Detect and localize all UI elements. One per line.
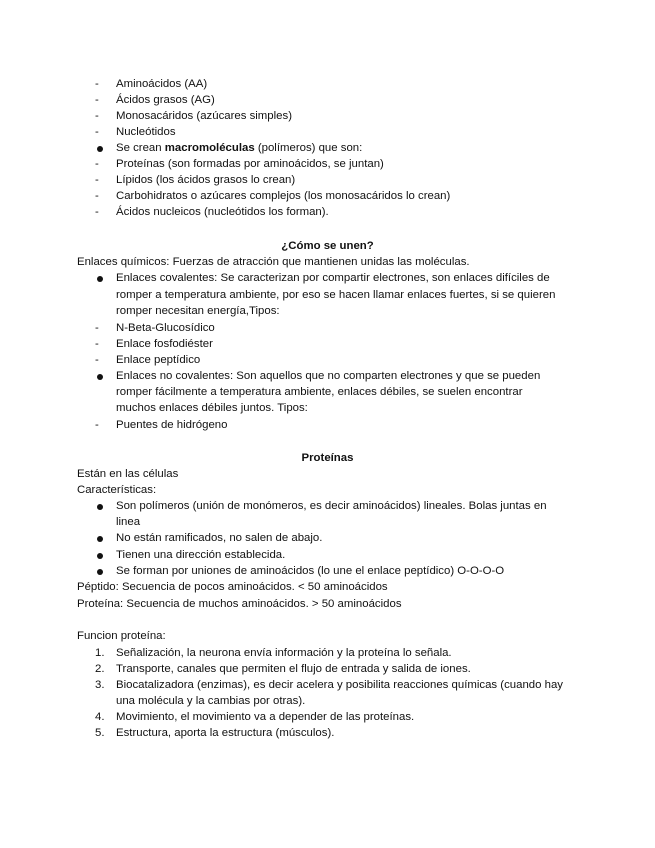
list-item: Puentes de hidrógeno	[116, 419, 228, 431]
list-number: 1.	[95, 647, 105, 659]
macro-suffix: (polímeros) que son:	[254, 142, 363, 154]
dash-marker: -	[95, 419, 99, 431]
dash-marker: -	[95, 174, 99, 186]
list-item: Lípidos (los ácidos grasos lo crean)	[116, 174, 296, 186]
list-number: 3.	[95, 679, 105, 691]
noncovalent-line: romper fácilmente a temperatura ambiente, enlaces débiles, se suelen encontrar	[116, 386, 523, 398]
function-item: Señalización, la neurona envía información y la proteína lo señala.	[116, 647, 452, 659]
function-title: Funcion proteína:	[77, 630, 166, 642]
bullet-icon	[97, 569, 103, 575]
bullet-icon	[97, 146, 103, 152]
dash-marker: -	[95, 158, 99, 170]
feature-line: Tienen una dirección establecida.	[116, 549, 286, 561]
noncovalent-line: Enlaces no covalentes: Son aquellos que no comparten electrones y que se pueden	[116, 370, 541, 382]
list-item: N-Beta-Glucosídico	[116, 322, 215, 334]
proteins-line1: Están en las células	[77, 468, 179, 480]
function-item: Movimiento, el movimiento va a depender de las proteínas.	[116, 711, 415, 723]
list-number: 4.	[95, 711, 105, 723]
list-item: Nucleótidos	[116, 126, 176, 138]
list-item: Aminoácidos (AA)	[116, 78, 208, 90]
dash-marker: -	[95, 190, 99, 202]
list-item: Enlace peptídico	[116, 354, 201, 366]
covalent-line: romper a temperatura ambiente, por eso se hacen llamar enlaces fuertes, si se quieren	[116, 289, 556, 301]
heading-como-se-unen: ¿Cómo se unen?	[281, 240, 374, 252]
bullet-icon	[97, 276, 103, 282]
heading-proteinas: Proteínas	[301, 452, 354, 464]
function-item: Transporte, canales que permiten el flujo de entrada y salida de iones.	[116, 663, 471, 675]
union-intro: Enlaces químicos: Fuerzas de atracción que mantienen unidas las moléculas.	[77, 256, 470, 268]
list-item: Proteínas (son formadas por aminoácidos, se juntan)	[116, 158, 384, 170]
feature-line: Se forman por uniones de aminoácidos (lo une el enlace peptídico) O-O-O-O	[116, 565, 505, 577]
feature-line: No están ramificados, no salen de abajo.	[116, 532, 323, 544]
protein-line: Proteína: Secuencia de muchos aminoácidos. > 50 aminoácidos	[77, 598, 402, 610]
dash-marker: -	[95, 338, 99, 350]
covalent-line: romper necesitan energía,Tipos:	[116, 305, 280, 317]
dash-marker: -	[95, 94, 99, 106]
bullet-icon	[97, 553, 103, 559]
dash-marker: -	[95, 126, 99, 138]
bullet-icon	[97, 536, 103, 542]
list-item: Monosacáridos (azúcares simples)	[116, 110, 292, 122]
list-item: Enlace fosfodiéster	[116, 338, 213, 350]
dash-marker: -	[95, 78, 99, 90]
macro-bold: macromoléculas	[164, 142, 255, 154]
feature-line: linea	[116, 516, 141, 528]
peptide-line: Péptido: Secuencia de pocos aminoácidos. < 50 aminoácidos	[77, 581, 388, 593]
covalent-line: Enlaces covalentes: Se caracterizan por compartir electrones, son enlaces difíciles de	[116, 272, 550, 284]
list-number: 5.	[95, 727, 105, 739]
function-item: una molécula y la cambias por otras).	[116, 695, 306, 707]
list-number: 2.	[95, 663, 105, 675]
dash-marker: -	[95, 110, 99, 122]
bullet-icon	[97, 374, 103, 380]
function-item: Estructura, aporta la estructura (músculos).	[116, 727, 335, 739]
dash-marker: -	[95, 322, 99, 334]
dash-marker: -	[95, 354, 99, 366]
noncovalent-line: muchos enlaces débiles juntos. Tipos:	[116, 402, 308, 414]
macro-bullet-text	[116, 140, 362, 156]
list-item: Ácidos grasos (AG)	[116, 94, 215, 106]
proteins-line2: Características:	[77, 484, 157, 496]
macro-prefix: Se crean	[116, 142, 165, 154]
list-item: Ácidos nucleicos (nucleótidos los forman).	[116, 206, 329, 218]
bullet-icon	[97, 504, 103, 510]
list-item: Carbohidratos o azúcares complejos (los monosacáridos lo crean)	[116, 190, 451, 202]
feature-line: Son polímeros (unión de monómeros, es decir aminoácidos) lineales. Bolas juntas en	[116, 500, 547, 512]
function-item: Biocatalizadora (enzimas), es decir acelera y posibilita reacciones químicas (cuando hay	[116, 679, 563, 691]
dash-marker: -	[95, 206, 99, 218]
